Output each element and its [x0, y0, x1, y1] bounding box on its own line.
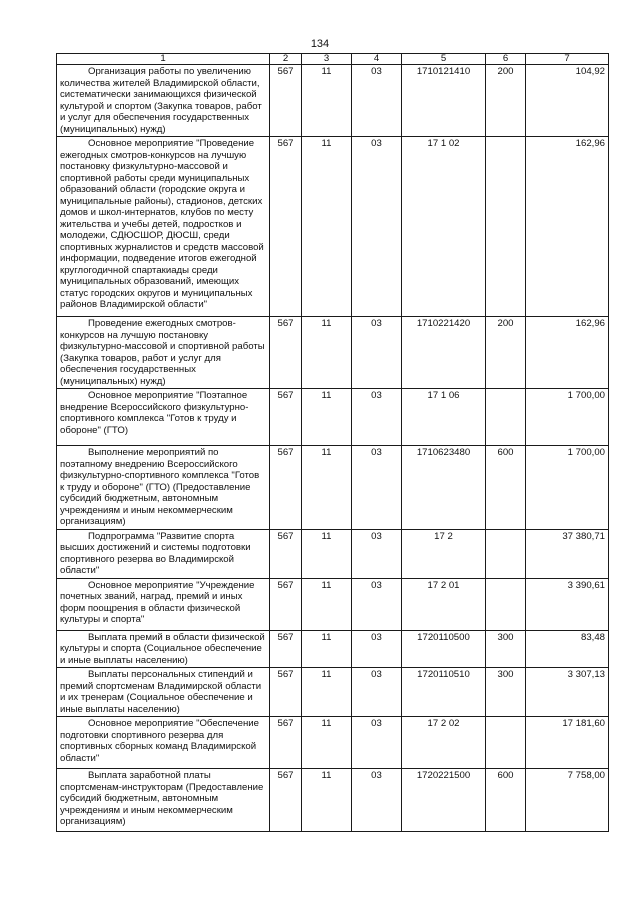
row-sum: 162,96	[526, 137, 609, 317]
row-ved: 567	[270, 578, 302, 630]
row-sum: 83,48	[526, 630, 609, 668]
table-row	[57, 630, 609, 668]
row-name: Основное мероприятие "Поэтапное внедрение Всероссийского физкультурно-спортивного комплекса "Готов к труду и обороне" (ГТО)	[57, 389, 270, 446]
row-pr: 03	[352, 446, 402, 530]
row-ved: 567	[270, 630, 302, 668]
row-vr	[486, 137, 526, 317]
row-rz: 11	[302, 578, 352, 630]
row-rz: 11	[302, 668, 352, 717]
row-vr: 200	[486, 317, 526, 389]
row-csr: 1720110510	[402, 668, 486, 717]
column-header: 6	[486, 54, 526, 65]
row-vr: 600	[486, 769, 526, 832]
table-row	[57, 446, 609, 530]
row-sum: 3 307,13	[526, 668, 609, 717]
row-vr	[486, 529, 526, 578]
row-ved: 567	[270, 446, 302, 530]
row-ved: 567	[270, 65, 302, 137]
row-sum: 1 700,00	[526, 446, 609, 530]
row-csr: 17 2	[402, 529, 486, 578]
row-vr	[486, 389, 526, 446]
row-rz: 11	[302, 137, 352, 317]
row-rz: 11	[302, 389, 352, 446]
row-name: Выполнение мероприятий по поэтапному внедрению Всероссийского физкультурно-спортивного комплекса "Готов к труду и обороне" (ГТО) (Предоставление субсидий бюджетным, автономным учреждениям и иным некоммерческим организациям)	[57, 446, 270, 530]
column-header: 7	[526, 54, 609, 65]
row-rz: 11	[302, 717, 352, 769]
row-name: Выплата заработной платы спортсменам-инструкторам (Предоставление субсидий бюджетным, автономным учреждениям и иным некоммерческим организациям)	[57, 769, 270, 832]
row-name: Проведение ежегодных смотров-конкурсов на лучшую постановку физкультурно-массовой и спортивной работы (Закупка товаров, работ и услуг для обеспечения государственных (муниципальных) нужд)	[57, 317, 270, 389]
row-vr: 600	[486, 446, 526, 530]
column-header: 5	[402, 54, 486, 65]
row-vr	[486, 717, 526, 769]
row-sum: 37 380,71	[526, 529, 609, 578]
row-pr: 03	[352, 65, 402, 137]
row-csr: 1720110500	[402, 630, 486, 668]
row-name: Основное мероприятие "Обеспечение подготовки спортивного резерва для спортивных сборных команд Владимирской области"	[57, 717, 270, 769]
row-vr	[486, 578, 526, 630]
row-rz: 11	[302, 65, 352, 137]
column-header: 1	[57, 54, 270, 65]
row-rz: 11	[302, 630, 352, 668]
table-row	[57, 578, 609, 630]
row-vr: 200	[486, 65, 526, 137]
column-header: 4	[352, 54, 402, 65]
row-pr: 03	[352, 137, 402, 317]
budget-table	[56, 53, 609, 832]
row-name: Основное мероприятие "Проведение ежегодных смотров-конкурсов на лучшую постановку физкультурно-массовой и спортивной работы среди муниципальных образований области (городские округа и муниципальные районы), стадионов, детских домов и школ-интернатов, клубов по месту жительства и учебы детей, подростков и молодежи, СДЮСШОР, ДЮСШ, среди спортивных журналистов и средств массовой информации, подведение итогов ежегодной круглогодичной спартакиады среди муниципальных образований, имеющих статус городских округов и муниципальных районов Владимирской области"	[57, 137, 270, 317]
row-rz: 11	[302, 317, 352, 389]
row-csr: 1710121410	[402, 65, 486, 137]
row-pr: 03	[352, 389, 402, 446]
table-row	[57, 389, 609, 446]
row-name: Выплаты персональных стипендий и премий спортсменам Владимирской области и их тренерам (Социальное обеспечение и иные выплаты населению)	[57, 668, 270, 717]
page-number: 134	[310, 38, 330, 50]
row-name: Организация работы по увеличению количества жителей Владимирской области, систематически занимающихся физической культурой и спортом (Закупка товаров, работ и услуг для обеспечения государственных (муниципальных) нужд)	[57, 65, 270, 137]
table-row	[57, 529, 609, 578]
row-ved: 567	[270, 137, 302, 317]
row-name: Выплата премий в области физической культуры и спорта (Социальное обеспечение и иные выплаты населению)	[57, 630, 270, 668]
row-ved: 567	[270, 317, 302, 389]
row-sum: 162,96	[526, 317, 609, 389]
table-row	[57, 769, 609, 832]
row-ved: 567	[270, 769, 302, 832]
row-ved: 567	[270, 389, 302, 446]
row-pr: 03	[352, 630, 402, 668]
row-ved: 567	[270, 668, 302, 717]
row-ved: 567	[270, 529, 302, 578]
row-csr: 17 1 06	[402, 389, 486, 446]
row-vr: 300	[486, 630, 526, 668]
column-header: 2	[270, 54, 302, 65]
row-sum: 17 181,60	[526, 717, 609, 769]
row-pr: 03	[352, 717, 402, 769]
row-csr: 1720221500	[402, 769, 486, 832]
row-csr: 1710623480	[402, 446, 486, 530]
table-row	[57, 317, 609, 389]
row-sum: 104,92	[526, 65, 609, 137]
row-pr: 03	[352, 668, 402, 717]
table-row	[57, 668, 609, 717]
row-csr: 17 1 02	[402, 137, 486, 317]
column-header: 3	[302, 54, 352, 65]
row-pr: 03	[352, 578, 402, 630]
row-name: Основное мероприятие "Учреждение почетных званий, наград, премий и иных форм поощрения в области физической культуры и спорта"	[57, 578, 270, 630]
row-pr: 03	[352, 769, 402, 832]
table-row	[57, 137, 609, 317]
row-csr: 17 2 02	[402, 717, 486, 769]
row-pr: 03	[352, 317, 402, 389]
row-csr: 1710221420	[402, 317, 486, 389]
table-row	[57, 65, 609, 137]
row-name: Подпрограмма "Развитие спорта высших достижений и системы подготовки спортивного резерва во Владимирской области"	[57, 529, 270, 578]
row-sum: 1 700,00	[526, 389, 609, 446]
row-rz: 11	[302, 446, 352, 530]
row-rz: 11	[302, 529, 352, 578]
row-vr: 300	[486, 668, 526, 717]
header-row	[57, 54, 609, 65]
row-csr: 17 2 01	[402, 578, 486, 630]
row-sum: 3 390,61	[526, 578, 609, 630]
row-ved: 567	[270, 717, 302, 769]
row-pr: 03	[352, 529, 402, 578]
row-sum: 7 758,00	[526, 769, 609, 832]
table-row	[57, 717, 609, 769]
row-rz: 11	[302, 769, 352, 832]
